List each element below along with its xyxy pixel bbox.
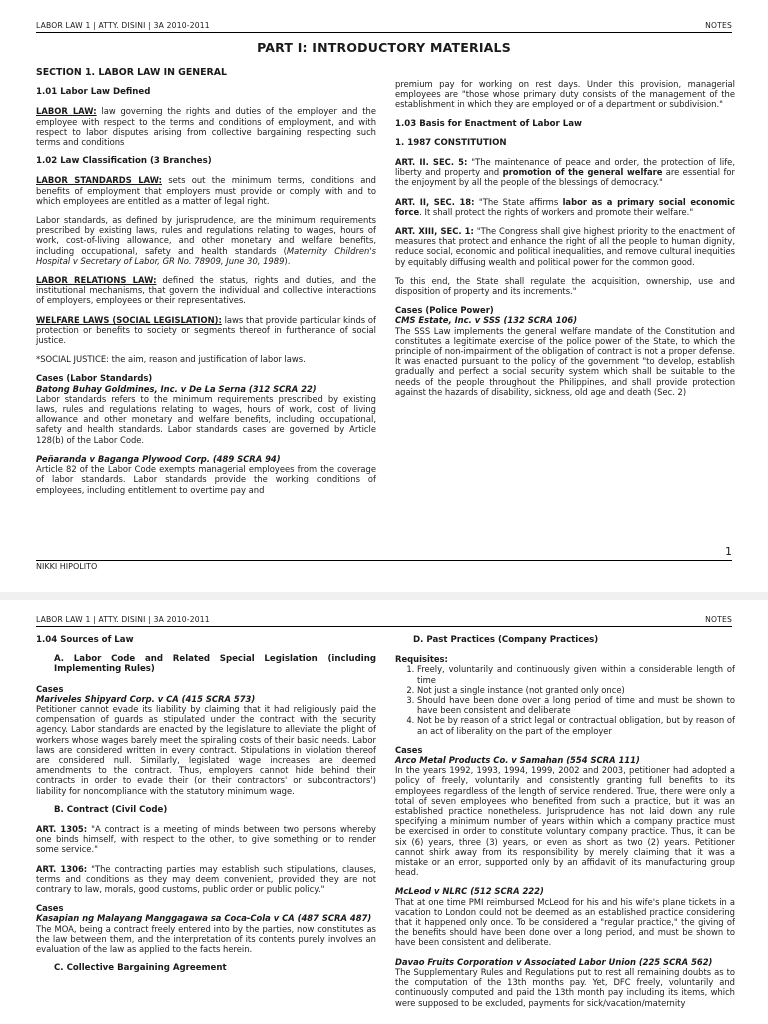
article-emphasis: promotion of the general welfare <box>502 167 663 178</box>
labor-standards-paragraph <box>36 215 376 266</box>
footer-rule <box>36 560 732 561</box>
case-title: CMS Estate, Inc. v SSS (132 SCRA 106) <box>395 315 578 326</box>
case-title: Mariveles Shipyard Corp. v CA (415 SCRA 573) <box>36 693 256 704</box>
term: LABOR LAW: <box>36 106 97 117</box>
article-text: . It shall protect the rights of workers and promote their welfare." <box>419 206 694 217</box>
header-course: LABOR LAW 1 | ATTY. DISINI | 3A 2010-2011 <box>36 615 210 624</box>
term: WELFARE LAWS (SOCIAL LEGISLATION): <box>36 314 222 325</box>
article-1305 <box>36 824 376 855</box>
case-text: Article 82 of the Labor Code exempts managerial employees from the coverage of labor standards. Labor standards provide the working conditions of employees, including entitlement to overtime pay and <box>36 464 376 495</box>
page-number: 1 <box>725 545 732 558</box>
list-item: 1. Freely, voluntarily and continuously given within a considerable length of time <box>417 664 735 684</box>
page2-left-column <box>36 635 376 982</box>
subheading-a: A. Labor Code and Related Special Legislation (including Implementing Rules) <box>54 654 376 675</box>
article-1306 <box>36 864 376 895</box>
article-text: "The State affirms <box>474 196 563 207</box>
citation: Maternity Children's Hospital v Secretary of Labor, GR No. 78909, June 30, 1989 <box>36 245 376 266</box>
social-justice-note: *SOCIAL JUSTICE: the aim, reason and justification of labor laws. <box>36 354 306 365</box>
case-title: Peñaranda v Baganga Plywood Corp. (489 SCRA 94) <box>36 453 281 464</box>
article-xiii-sec-1 <box>395 226 735 267</box>
definition-text: law governing the rights and duties of the employer and the employee with respect to the terms and conditions of employment, and with respect to labor disputes arising from collective bargaining respecting such terms and conditions <box>36 106 376 148</box>
case-title: Kasapian ng Malayang Manggagawa sa Coca-Cola v CA (487 SCRA 487) <box>36 913 372 924</box>
case-title: Arco Metal Products Co. v Samahan (554 SCRA 111) <box>395 755 640 766</box>
list-item: 4. Not be by reason of a strict legal or contractual obligation, but by reason of an act of liberality on the part of the employer <box>417 715 735 735</box>
page1-left-column <box>36 68 376 504</box>
labor-law-definition <box>36 106 376 147</box>
case-text: In the years 1992, 1993, 1994, 1999, 2002 and 2003, petitioner had adopted a policy of freely, voluntarily and consistently granting full benefits to its employees regardless of the length of service rendered. True, there were only a total of seven employees who benefited from such a practice, but it was an established practice nonetheless. Jurisprudence has not laid down any rule specifying a minimum number of years within which a company practice must be exercised in order to constitute voluntary company practice. Thus, it can be six (6) years, three (3) years, or even as short as two (2) years. Petitioner cannot shirk away from its responsibility by merely claiming that it was a mistake or an error, supported only by an affidavit of its manufacturing group head. <box>395 765 735 878</box>
case-text: Petitioner cannot evade its liability by claiming that it had religiously paid the compensation of guards as stipulated under the contract with the security agency. Labor standards are enacted by the legislature to alleviate the plight of workers whose wages barely meet the spiraling costs of their basic needs. Labor laws are considered written in every contract. Stipulations in violation thereof are considered null. Similarly, legislated wage increases are deemed amendments to the contract. Thus, employers cannot hide behind their contracts in order to evade their (or their contractors' or subcontractors') liability for noncompliance with the statutory minimum wage. <box>36 704 376 796</box>
header-rule <box>36 32 732 33</box>
subheading-d: D. Past Practices (Company Practices) <box>413 635 599 645</box>
section-heading: SECTION 1. LABOR LAW IN GENERAL <box>36 67 227 78</box>
definition-text: sets out the minimum terms, conditions and benefits of employment that employers must provide or comply with and to which employees are entitled as a matter of legal right. <box>36 175 376 206</box>
paragraph-text: ). <box>284 255 291 266</box>
subheading-b: B. Contract (Civil Code) <box>54 804 168 815</box>
header-notes: NOTES <box>705 21 732 30</box>
cases-heading: Cases <box>36 683 64 694</box>
case-text: The MOA, being a contract freely entered into by the parties, now constitutes as the law between them, and the interpretation of its contents purely involves an evaluation of the law as applied to the facts herein. <box>36 923 376 955</box>
cases-heading: Cases <box>395 744 423 755</box>
case-text: Labor standards refers to the minimum requirements prescribed by existing laws, rules and regulations relating to wages, hours of work, cost of living allowance and other monetary and welfare benefits, including occupational, safety and health standards. Labor standards cases are governed by Article 128(b) of the Labor Code. <box>36 393 376 445</box>
article-text: "The maintenance of peace and order, the protection of life, liberty and property and <box>395 157 735 178</box>
list-item: 2. Not just a single instance (not granted only once) <box>417 685 735 695</box>
requisites-list <box>395 664 735 735</box>
article-label: ART. 1305: <box>36 824 88 835</box>
page-header <box>36 21 732 31</box>
page1-right-column <box>395 79 735 406</box>
article-ii-sec-18 <box>395 197 735 217</box>
subheading-c: C. Collective Bargaining Agreement <box>54 963 227 974</box>
header-course: LABOR LAW 1 | ATTY. DISINI | 3A 2010-2011 <box>36 21 210 30</box>
list-item: 3. Should have been done over a long period of time and must be shown to have been consistent and deliberate <box>417 695 735 715</box>
case-title: McLeod v NLRC (512 SCRA 222) <box>395 886 544 897</box>
definition-text: defined the status, rights and duties, and the institutional mechanisms, that govern the individual and collective interactions of employers, employees or their representatives. <box>36 275 377 306</box>
labor-standards-definition <box>36 175 376 206</box>
article-label: ART. XIII, SEC. 1: <box>395 226 474 237</box>
subsection-heading: 1.03 Basis for Enactment of Labor Law <box>395 118 582 129</box>
case-text: The SSS Law implements the general welfare mandate of the Constitution and constitutes a legitimate exercise of the police power of the State, to which the principle of non-impairment of the obligation of contract is not a proper defense. It was enacted pursuant to the policy of the government "to develop, establish gradually and perfect a social security system which shall be suitable to the needs of the people throughout the Philippines, and shall provide protection against the hazards of disability, sickness, old age and death (Sec. 2) <box>395 325 735 397</box>
article-text: "The contracting parties may establish such stipulations, clauses, terms and conditions as they may deem convenient, provided they are not contrary to law, morals, good customs, public order or public policy." <box>36 863 377 895</box>
case-text: That at one time PMI reimbursed McLeod for his and his wife's plane tickets in a vacation to London could not be deemed as an established practice considering that it happened only once. To be considered a "regular practice," the giving of the benefits should have been done over a long period, and must be shown to have been consistent and deliberate. <box>395 896 735 948</box>
article-label: ART. 1306: <box>36 863 88 874</box>
term: LABOR STANDARDS LAW: <box>36 175 163 186</box>
requisites-heading: Requisites: <box>395 654 448 665</box>
continued-text: premium pay for working on rest days. Under this provision, managerial employees are "those whose primary duty consists of the management of the establishment in which they are employed or of a department or subdivision." <box>395 79 735 110</box>
header-rule <box>36 626 732 627</box>
article-xiii-continued: To this end, the State shall regulate the acquisition, ownership, use and disposition of property and its increments." <box>395 275 735 297</box>
welfare-laws-definition <box>36 315 376 346</box>
definition-text: laws that provide particular kinds of protection or benefits to society or segments thereof in furtherance of social justice. <box>36 314 376 346</box>
page-2 <box>0 600 768 1024</box>
case-text: The Supplementary Rules and Regulations put to rest all remaining doubts as to the computation of the 13th months pay. Yet, DFC freely, voluntarily and continuously computed and paid the 13th month pay including its items, which were supposed to be excluded, payments for sick/vacation/maternity <box>395 966 735 1008</box>
article-text: "The Congress shall give highest priority to the enactment of measures that protect and enhance the right of all the people to human dignity, reduce social, economic and political inequalities, and remove cultural inequities by equitably diffusing wealth and political power for the common good. <box>395 226 735 267</box>
page-header <box>36 615 732 625</box>
article-label: ART. II, SEC. 18: <box>395 196 475 207</box>
term: LABOR RELATIONS LAW: <box>36 275 157 286</box>
subsection-heading: 1.04 Sources of Law <box>36 635 134 645</box>
labor-relations-definition <box>36 275 376 306</box>
subsection-heading: 1.02 Law Classification (3 Branches) <box>36 156 212 167</box>
subsection-heading: 1.01 Labor Law Defined <box>36 87 151 98</box>
subsection-heading: 1. 1987 CONSTITUTION <box>395 137 507 148</box>
page-gap <box>0 592 768 600</box>
cases-heading: Cases (Labor Standards) <box>36 373 153 384</box>
article-text: "A contract is a meeting of minds between two persons whereby one binds himself, with respect to the other, to give something or to render some service." <box>36 824 376 855</box>
article-text: are essential for the enjoyment by all the people of the blessings of democracy." <box>395 167 735 188</box>
author-name: NIKKI HIPOLITO <box>36 562 98 571</box>
page2-right-column <box>395 635 735 1017</box>
paragraph-text: Labor standards, as defined by jurisprudence, are the minimum requirements prescribed by existing laws, rules and regulations relating to wages, hours of work, cost-of-living allowance, and other monetary and welfare benefits, including occupational, safety and health standards ( <box>36 215 376 256</box>
article-emphasis: labor as a primary social economic force <box>395 196 736 217</box>
article-label: ART. II. SEC. 5: <box>395 157 468 168</box>
cases-heading: Cases (Police Power) <box>395 305 494 316</box>
case-title: Batong Buhay Goldmines, Inc. v De La Serna (312 SCRA 22) <box>36 383 317 394</box>
case-title: Davao Fruits Corporation v Associated Labor Union (225 SCRA 562) <box>395 956 713 967</box>
page-title: PART I: INTRODUCTORY MATERIALS <box>257 40 511 55</box>
header-notes: NOTES <box>705 615 732 624</box>
article-ii-sec-5 <box>395 157 735 188</box>
cases-heading: Cases <box>36 903 64 914</box>
